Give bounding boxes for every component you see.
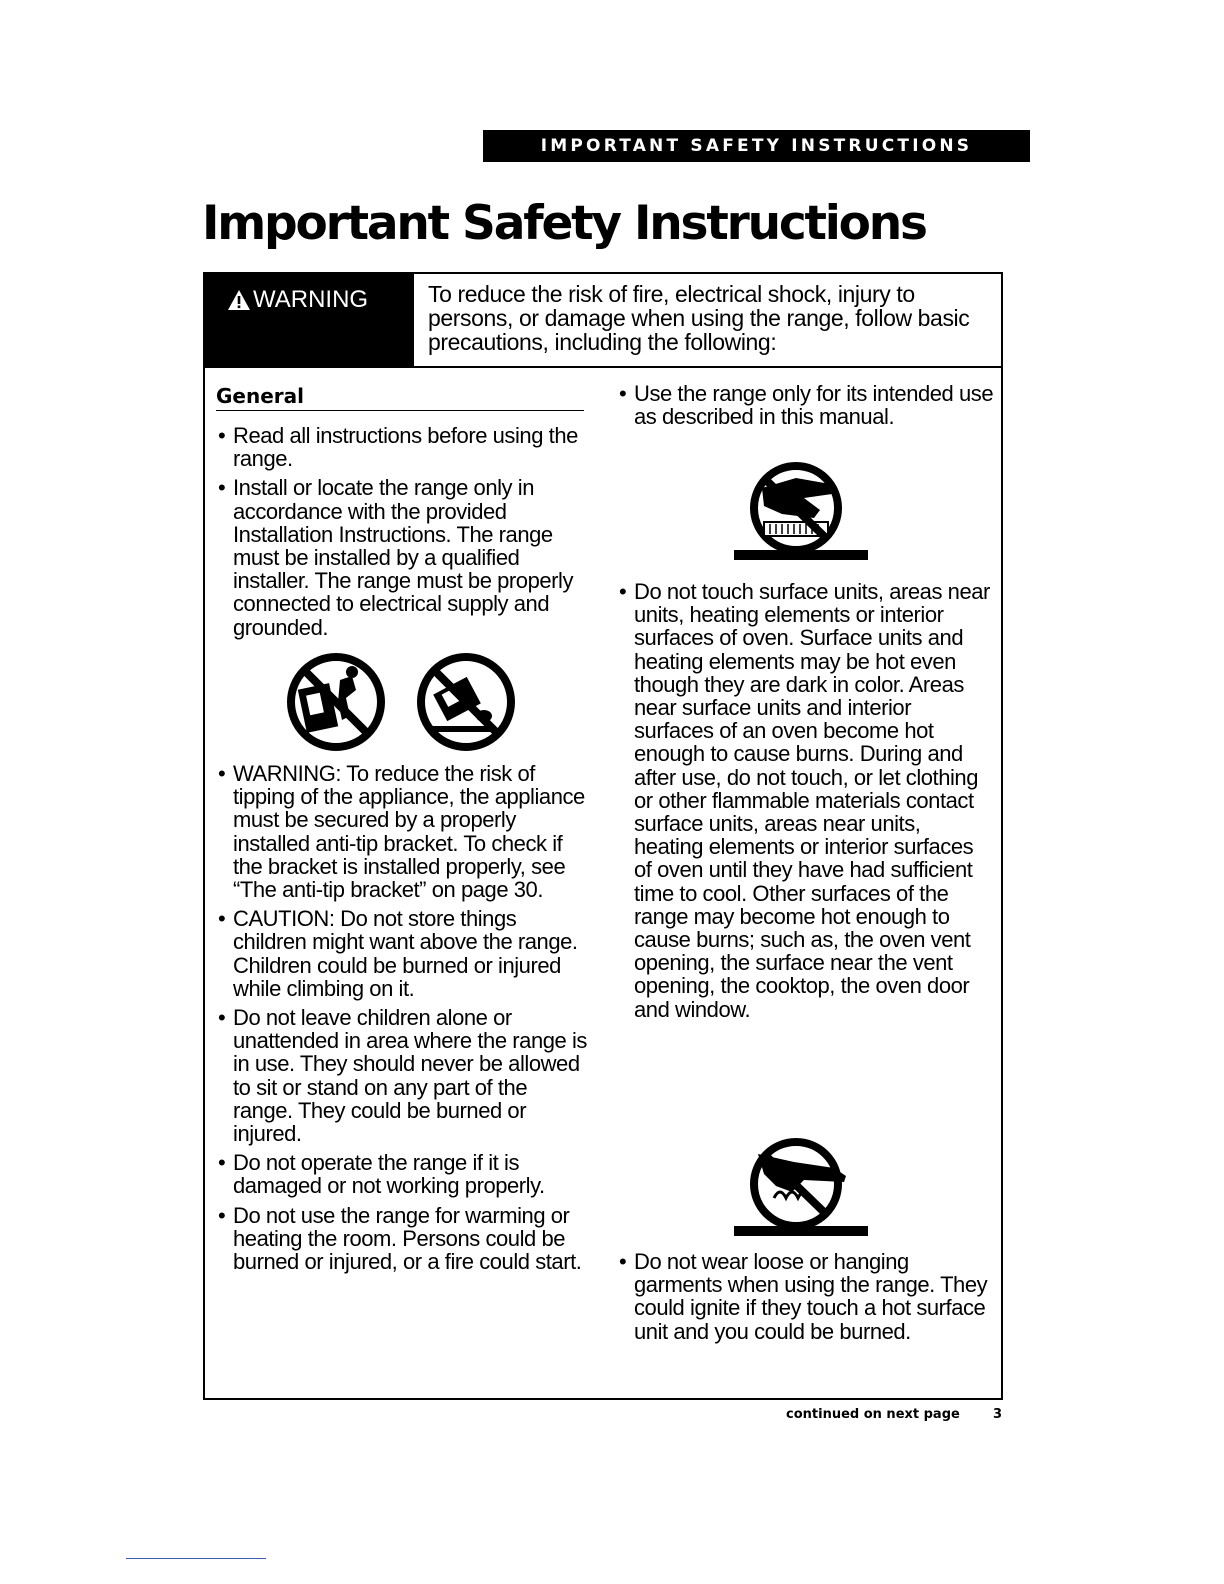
- list-item: • Do not touch surface units, areas near units, heating elements or interior surfaces of oven. Surface units and heating elements may be hot even though they are dark in color. Areas near surface units and interior surfaces of an oven become hot enough to cause burns. During and after use, do not touch, or let clothing or other flammable materials contact surface units, areas near units, heating elements or interior surfaces of oven until they have had sufficient time to cool. Other surfaces of the range may become hot enough to cause burns; such as, the oven vent opening, the surface near the vent opening, the cooktop, the oven door and window.: [619, 580, 994, 1021]
- list-item: • Read all instructions before using the range.: [218, 424, 590, 470]
- list-item: • Do not use the range for warming or heating the room. Persons could be burned or injured, or a fire could start.: [218, 1204, 590, 1274]
- warning-divider: [203, 366, 1003, 368]
- no-touch-hot-surface-icon: [734, 458, 868, 566]
- bottom-rule: [126, 1558, 266, 1559]
- page-number: 3: [993, 1407, 1003, 1422]
- left-column-bottom: [218, 762, 590, 1273]
- right-column-bottom: [619, 1250, 994, 1343]
- list-item: • Do not leave children alone or unattended in area where the range is in use. They should never be allowed to sit or stand on any part of the range. They could be burned or injured.: [218, 1006, 590, 1145]
- section-banner: IMPORTANT SAFETY INSTRUCTIONS: [483, 130, 1030, 162]
- page-title: Important Safety Instructions: [202, 196, 926, 251]
- no-tipping-icon: [414, 650, 518, 754]
- left-column-top: [218, 424, 590, 639]
- list-item: • Use the range only for its intended use as described in this manual.: [619, 382, 994, 428]
- section-heading-general: General: [216, 384, 304, 408]
- right-column-middle: [619, 580, 994, 1021]
- right-column-top: [619, 382, 994, 428]
- list-item: • Install or locate the range only in accordance with the provided Installation Instructions. The range must be installed by a qualified installer. The range must be properly connected to electrical supply and grounded.: [218, 476, 590, 638]
- list-item: • Do not operate the range if it is damaged or not working properly.: [218, 1151, 590, 1197]
- continued-notice: continued on next page: [786, 1407, 960, 1422]
- heading-rule: [216, 410, 584, 411]
- warning-label: [227, 286, 368, 314]
- warning-triangle-icon: [227, 289, 251, 311]
- list-item: • CAUTION: Do not store things children might want above the range. Children could be burned or injured while climbing on it.: [218, 907, 590, 1000]
- list-item: • Do not wear loose or hanging garments when using the range. They could ignite if they touch a hot surface unit and you could be burned.: [619, 1250, 994, 1343]
- no-loose-clothing-icon: [734, 1132, 868, 1242]
- warning-block: [203, 272, 414, 366]
- warning-text: To reduce the risk of fire, electrical shock, injury to persons, or damage when using the range, follow basic precautions, including the following:: [428, 281, 970, 355]
- list-item: • WARNING: To reduce the risk of tipping of the appliance, the appliance must be secured by a properly installed anti-tip bracket. To check if the bracket is installed properly, see “The anti-tip bracket” on page 30.: [218, 762, 590, 901]
- warning-label-text: WARNING: [253, 286, 369, 313]
- no-climbing-icon: [284, 650, 388, 754]
